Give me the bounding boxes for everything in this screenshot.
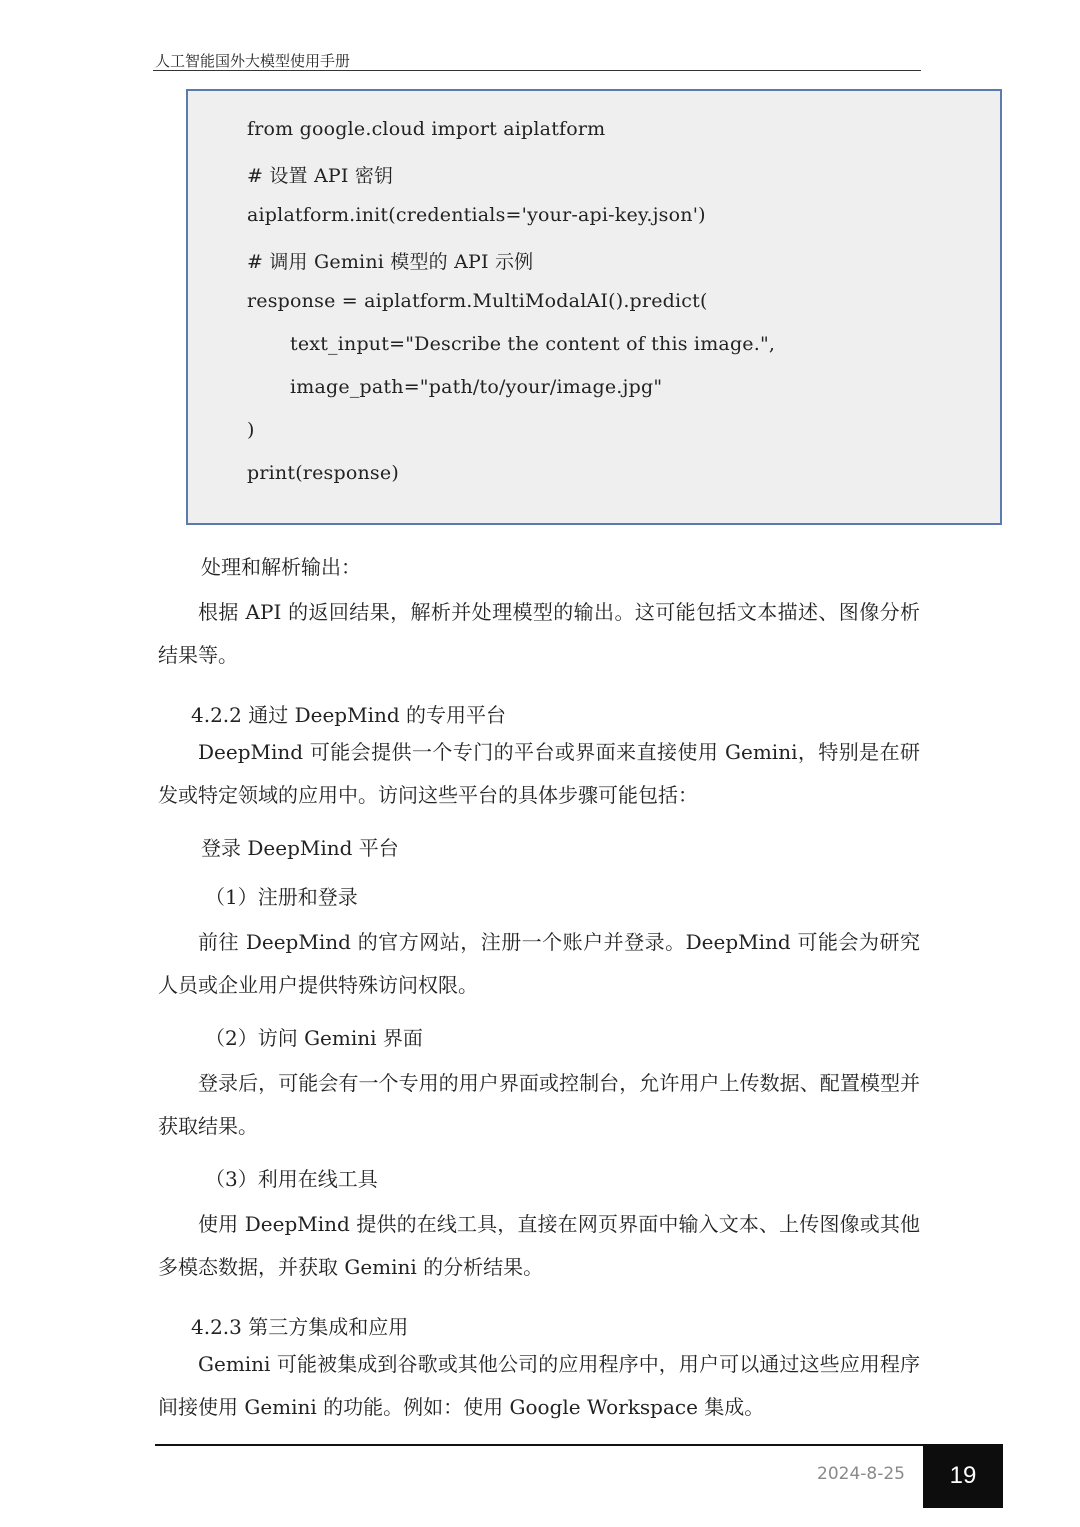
section-heading-4-2-2: 4.2.2 通过 DeepMind 的专用平台 [191,703,507,727]
code-line: print(response) [247,462,399,484]
code-line: response = aiplatform.MultiModalAI().predict( [247,290,708,312]
code-line: from google.cloud import aiplatform [247,118,606,140]
section-4-2-2-paragraph: DeepMind 可能会提供一个专门的平台或界面来直接使用 Gemini，特别是在研发或特定领域的应用中。访问这些平台的具体步骤可能包括： [158,740,920,807]
footer-date: 2024-8-25 [817,1464,905,1484]
section-heading-4-2-3: 4.2.3 第三方集成和应用 [191,1315,409,1339]
section-4-2-3-paragraph: Gemini 可能被集成到谷歌或其他公司的应用程序中，用户可以通过这些应用程序间接使用 Gemini 的功能。例如：使用 Google Workspace 集成。 [158,1352,920,1419]
footer-rule [155,1444,1003,1446]
step3-paragraph: 使用 DeepMind 提供的在线工具，直接在网页界面中输入文本、上传图像或其他多模态数据，并获取 Gemini 的分析结果。 [158,1212,920,1279]
code-line: aiplatform.init(credentials='your-api-key.json') [247,204,706,226]
code-line: text_input="Describe the content of this image.", [290,333,776,355]
running-header-title: 人工智能国外大模型使用手册 [155,52,351,70]
code-line: image_path="path/to/your/image.jpg" [290,376,663,398]
code-block [186,89,1002,525]
step1-title: （1）注册和登录 [205,885,358,909]
step2-paragraph: 登录后，可能会有一个专用的用户界面或控制台，允许用户上传数据、配置模型并获取结果。 [158,1071,920,1138]
step3-title: （3）利用在线工具 [205,1167,378,1191]
header-rule [153,70,921,71]
step1-paragraph: 前往 DeepMind 的官方网站，注册一个账户并登录。DeepMind 可能会为研究人员或企业用户提供特殊访问权限。 [158,930,920,997]
code-line: ) [247,419,255,441]
step2-title: （2）访问 Gemini 界面 [205,1026,423,1050]
output-heading: 处理和解析输出： [201,555,361,579]
page-number: 19 [923,1444,1003,1508]
code-line: # 设置 API 密钥 [247,165,394,187]
output-paragraph: 根据 API 的返回结果，解析并处理模型的输出。这可能包括文本描述、图像分析结果等。 [158,600,920,667]
code-line: # 调用 Gemini 模型的 API 示例 [247,251,534,273]
login-heading: 登录 DeepMind 平台 [201,836,399,860]
